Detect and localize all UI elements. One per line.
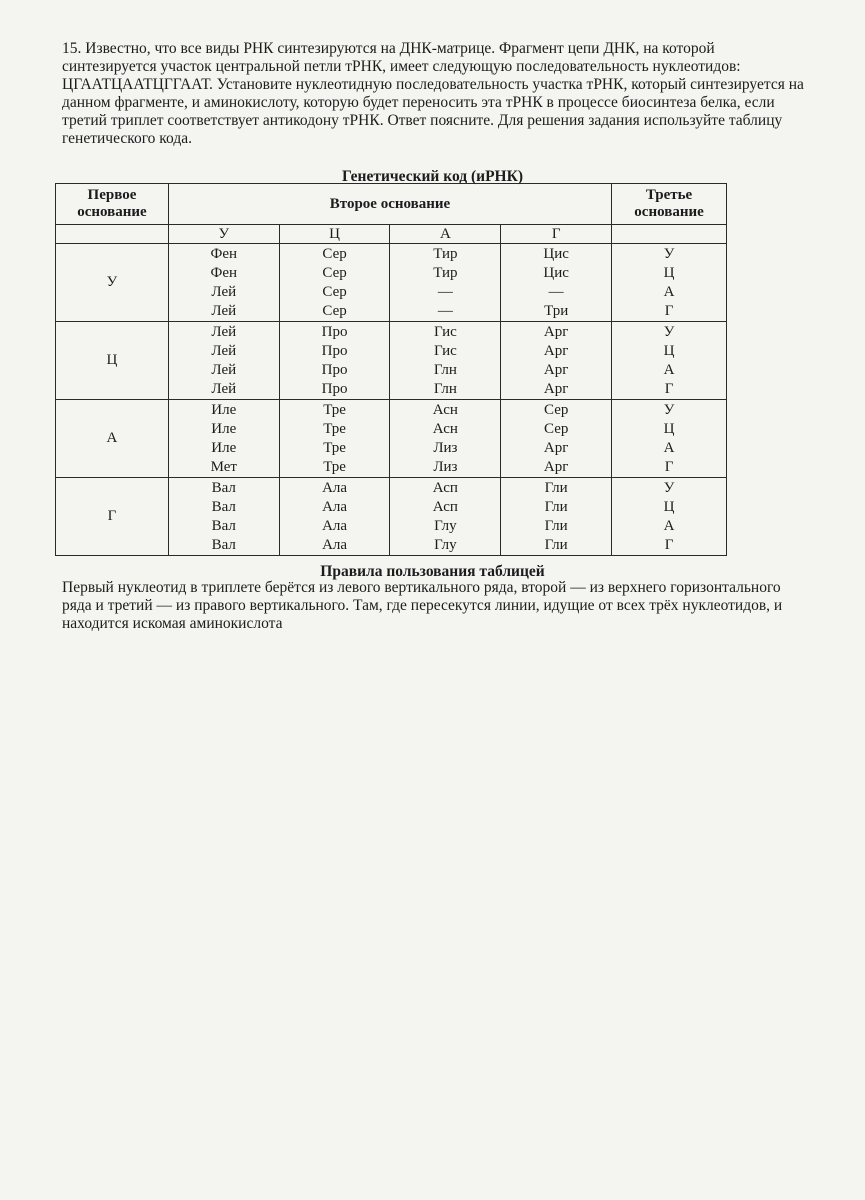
amino-acid: Глн xyxy=(433,380,457,397)
codon-group-row xyxy=(56,322,727,400)
amino-acid: Сер xyxy=(322,264,347,281)
amino-acid: Арг xyxy=(543,323,569,340)
third-base-cell xyxy=(612,478,727,556)
amino-acid-cell xyxy=(501,322,612,400)
amino-acid: Асп xyxy=(432,498,458,515)
amino-acid-cell xyxy=(501,244,612,322)
second-base-g: Г xyxy=(501,225,612,244)
amino-acid-cell xyxy=(168,478,279,556)
amino-acid-cell xyxy=(390,400,501,478)
amino-acid: Асп xyxy=(432,479,458,496)
codon-group-row xyxy=(56,478,727,556)
third-base: Г xyxy=(664,380,674,397)
amino-acid: Лей xyxy=(211,361,237,378)
amino-acid: Про xyxy=(321,323,348,340)
task-text: 15. Известно, что все виды РНК синтезируются на ДНК-матрице. Фрагмент цепи ДНК, на которой синтезируется участок центральной петли тРНК, имеет следующую последовательность нуклеотидов: ЦГААТЦААТЦГГААТ. Установите нуклеотидную последовательность участка тРНК, который синтезируется на данном фрагменте, и аминокислоту, которую будет переносить эта тРНК в процессе биосинтеза белка, если третий триплет соответствует антикодону тРНК. Ответ поясните. Для решения задания используйте таблицу генетического кода. xyxy=(62,40,804,147)
third-base: У xyxy=(663,479,675,496)
amino-acid: Лей xyxy=(211,342,237,359)
amino-acid: Лей xyxy=(211,283,237,300)
amino-acid: Вал xyxy=(211,536,236,553)
third-base: А xyxy=(663,283,675,300)
amino-acid: Иле xyxy=(211,439,237,456)
amino-acid: Тре xyxy=(323,420,346,437)
first-base-u: У xyxy=(56,244,169,322)
third-base-cell xyxy=(612,322,727,400)
amino-acid-cell xyxy=(168,244,279,322)
header-third-base: Третье основание xyxy=(612,184,727,225)
amino-acid-cell xyxy=(168,322,279,400)
header-first-base: Первое основание xyxy=(56,184,169,225)
third-base: Ц xyxy=(663,264,675,281)
amino-acid-cell xyxy=(501,478,612,556)
amino-acid-cell xyxy=(390,322,501,400)
amino-acid: Глн xyxy=(433,361,457,378)
amino-acid: Арг xyxy=(543,380,569,397)
third-base: А xyxy=(663,517,675,534)
amino-acid: Тир xyxy=(433,264,458,281)
rules-title: Правила пользования таблицей xyxy=(320,563,545,580)
amino-acid-cell xyxy=(501,400,612,478)
amino-acid: Асн xyxy=(432,420,458,437)
second-base-u: У xyxy=(168,225,279,244)
amino-acid: Ала xyxy=(322,498,348,515)
first-base-g: Г xyxy=(56,478,169,556)
amino-acid: Сер xyxy=(322,302,347,319)
amino-acid-cell xyxy=(390,244,501,322)
amino-acid: Вал xyxy=(211,479,236,496)
amino-acid: Гли xyxy=(544,536,568,553)
task-paragraph xyxy=(62,40,807,148)
codon-group-row xyxy=(56,244,727,322)
second-base-a: А xyxy=(390,225,501,244)
rules-text: Первый нуклеотид в триплете берётся из левого вертикального ряда, второй — из верхнего горизонтального ряда и третий — из правого вертикального. Там, где пересекутся линии, идущие от всех трёх нуклеотидов, и находится искомая аминокислота xyxy=(62,579,783,632)
second-base-row xyxy=(56,225,727,244)
amino-acid: Сер xyxy=(544,420,569,437)
amino-acid: Тре xyxy=(323,439,346,456)
second-base-c: Ц xyxy=(279,225,390,244)
amino-acid: — xyxy=(548,283,564,300)
amino-acid: Про xyxy=(321,342,348,359)
amino-acid: Фен xyxy=(210,245,238,262)
amino-acid: Фен xyxy=(210,264,238,281)
third-base: Г xyxy=(664,302,674,319)
amino-acid: Гли xyxy=(544,479,568,496)
third-base-cell xyxy=(612,400,727,478)
amino-acid: Лей xyxy=(211,323,237,340)
amino-acid: Тир xyxy=(433,245,458,262)
codon-group-row xyxy=(56,400,727,478)
amino-acid: Иле xyxy=(211,420,237,437)
empty-cell xyxy=(56,225,169,244)
header-second-base: Второе основание xyxy=(168,184,611,225)
third-base: А xyxy=(663,439,675,456)
amino-acid: Цис xyxy=(543,245,569,262)
first-base-c: Ц xyxy=(56,322,169,400)
first-base-a: А xyxy=(56,400,169,478)
amino-acid: Гли xyxy=(544,517,568,534)
amino-acid: Вал xyxy=(211,517,236,534)
amino-acid: Гли xyxy=(544,498,568,515)
amino-acid: Ала xyxy=(322,479,348,496)
third-base: У xyxy=(663,323,675,340)
amino-acid: Гис xyxy=(433,342,457,359)
third-base: А xyxy=(663,361,675,378)
amino-acid: Лей xyxy=(211,302,237,319)
amino-acid: — xyxy=(437,283,453,300)
amino-acid: Тре xyxy=(323,458,346,475)
third-base: Ц xyxy=(663,420,675,437)
amino-acid: Мет xyxy=(210,458,237,475)
amino-acid: Сер xyxy=(322,283,347,300)
third-base: Г xyxy=(664,536,674,553)
amino-acid-cell xyxy=(168,400,279,478)
table-title: Генетический код (иРНК) xyxy=(341,168,524,185)
amino-acid-cell xyxy=(279,478,390,556)
amino-acid: Три xyxy=(544,302,569,319)
amino-acid-cell xyxy=(390,478,501,556)
amino-acid: Иле xyxy=(211,401,237,418)
empty-cell xyxy=(612,225,727,244)
amino-acid: Ала xyxy=(322,517,348,534)
amino-acid: Асн xyxy=(432,401,458,418)
genetic-code-table xyxy=(55,183,727,556)
amino-acid: Глу xyxy=(434,517,457,534)
amino-acid: Лиз xyxy=(433,458,458,475)
third-base: Ц xyxy=(663,498,675,515)
amino-acid: Арг xyxy=(543,458,569,475)
amino-acid-cell xyxy=(279,322,390,400)
third-base: Ц xyxy=(663,342,675,359)
amino-acid: Цис xyxy=(543,264,569,281)
third-base: Г xyxy=(664,458,674,475)
amino-acid: Лиз xyxy=(433,439,458,456)
amino-acid: — xyxy=(437,302,453,319)
amino-acid: Вал xyxy=(211,498,236,515)
amino-acid: Арг xyxy=(543,361,569,378)
amino-acid: Тре xyxy=(323,401,346,418)
amino-acid: Гис xyxy=(433,323,457,340)
amino-acid: Про xyxy=(321,361,348,378)
amino-acid: Про xyxy=(321,380,348,397)
amino-acid: Арг xyxy=(543,439,569,456)
amino-acid: Сер xyxy=(322,245,347,262)
amino-acid: Лей xyxy=(211,380,237,397)
amino-acid: Сер xyxy=(544,401,569,418)
third-base: У xyxy=(663,245,675,262)
amino-acid: Арг xyxy=(543,342,569,359)
amino-acid-cell xyxy=(279,244,390,322)
amino-acid: Глу xyxy=(434,536,457,553)
third-base-cell xyxy=(612,244,727,322)
third-base: У xyxy=(663,401,675,418)
amino-acid: Ала xyxy=(322,536,348,553)
amino-acid-cell xyxy=(279,400,390,478)
